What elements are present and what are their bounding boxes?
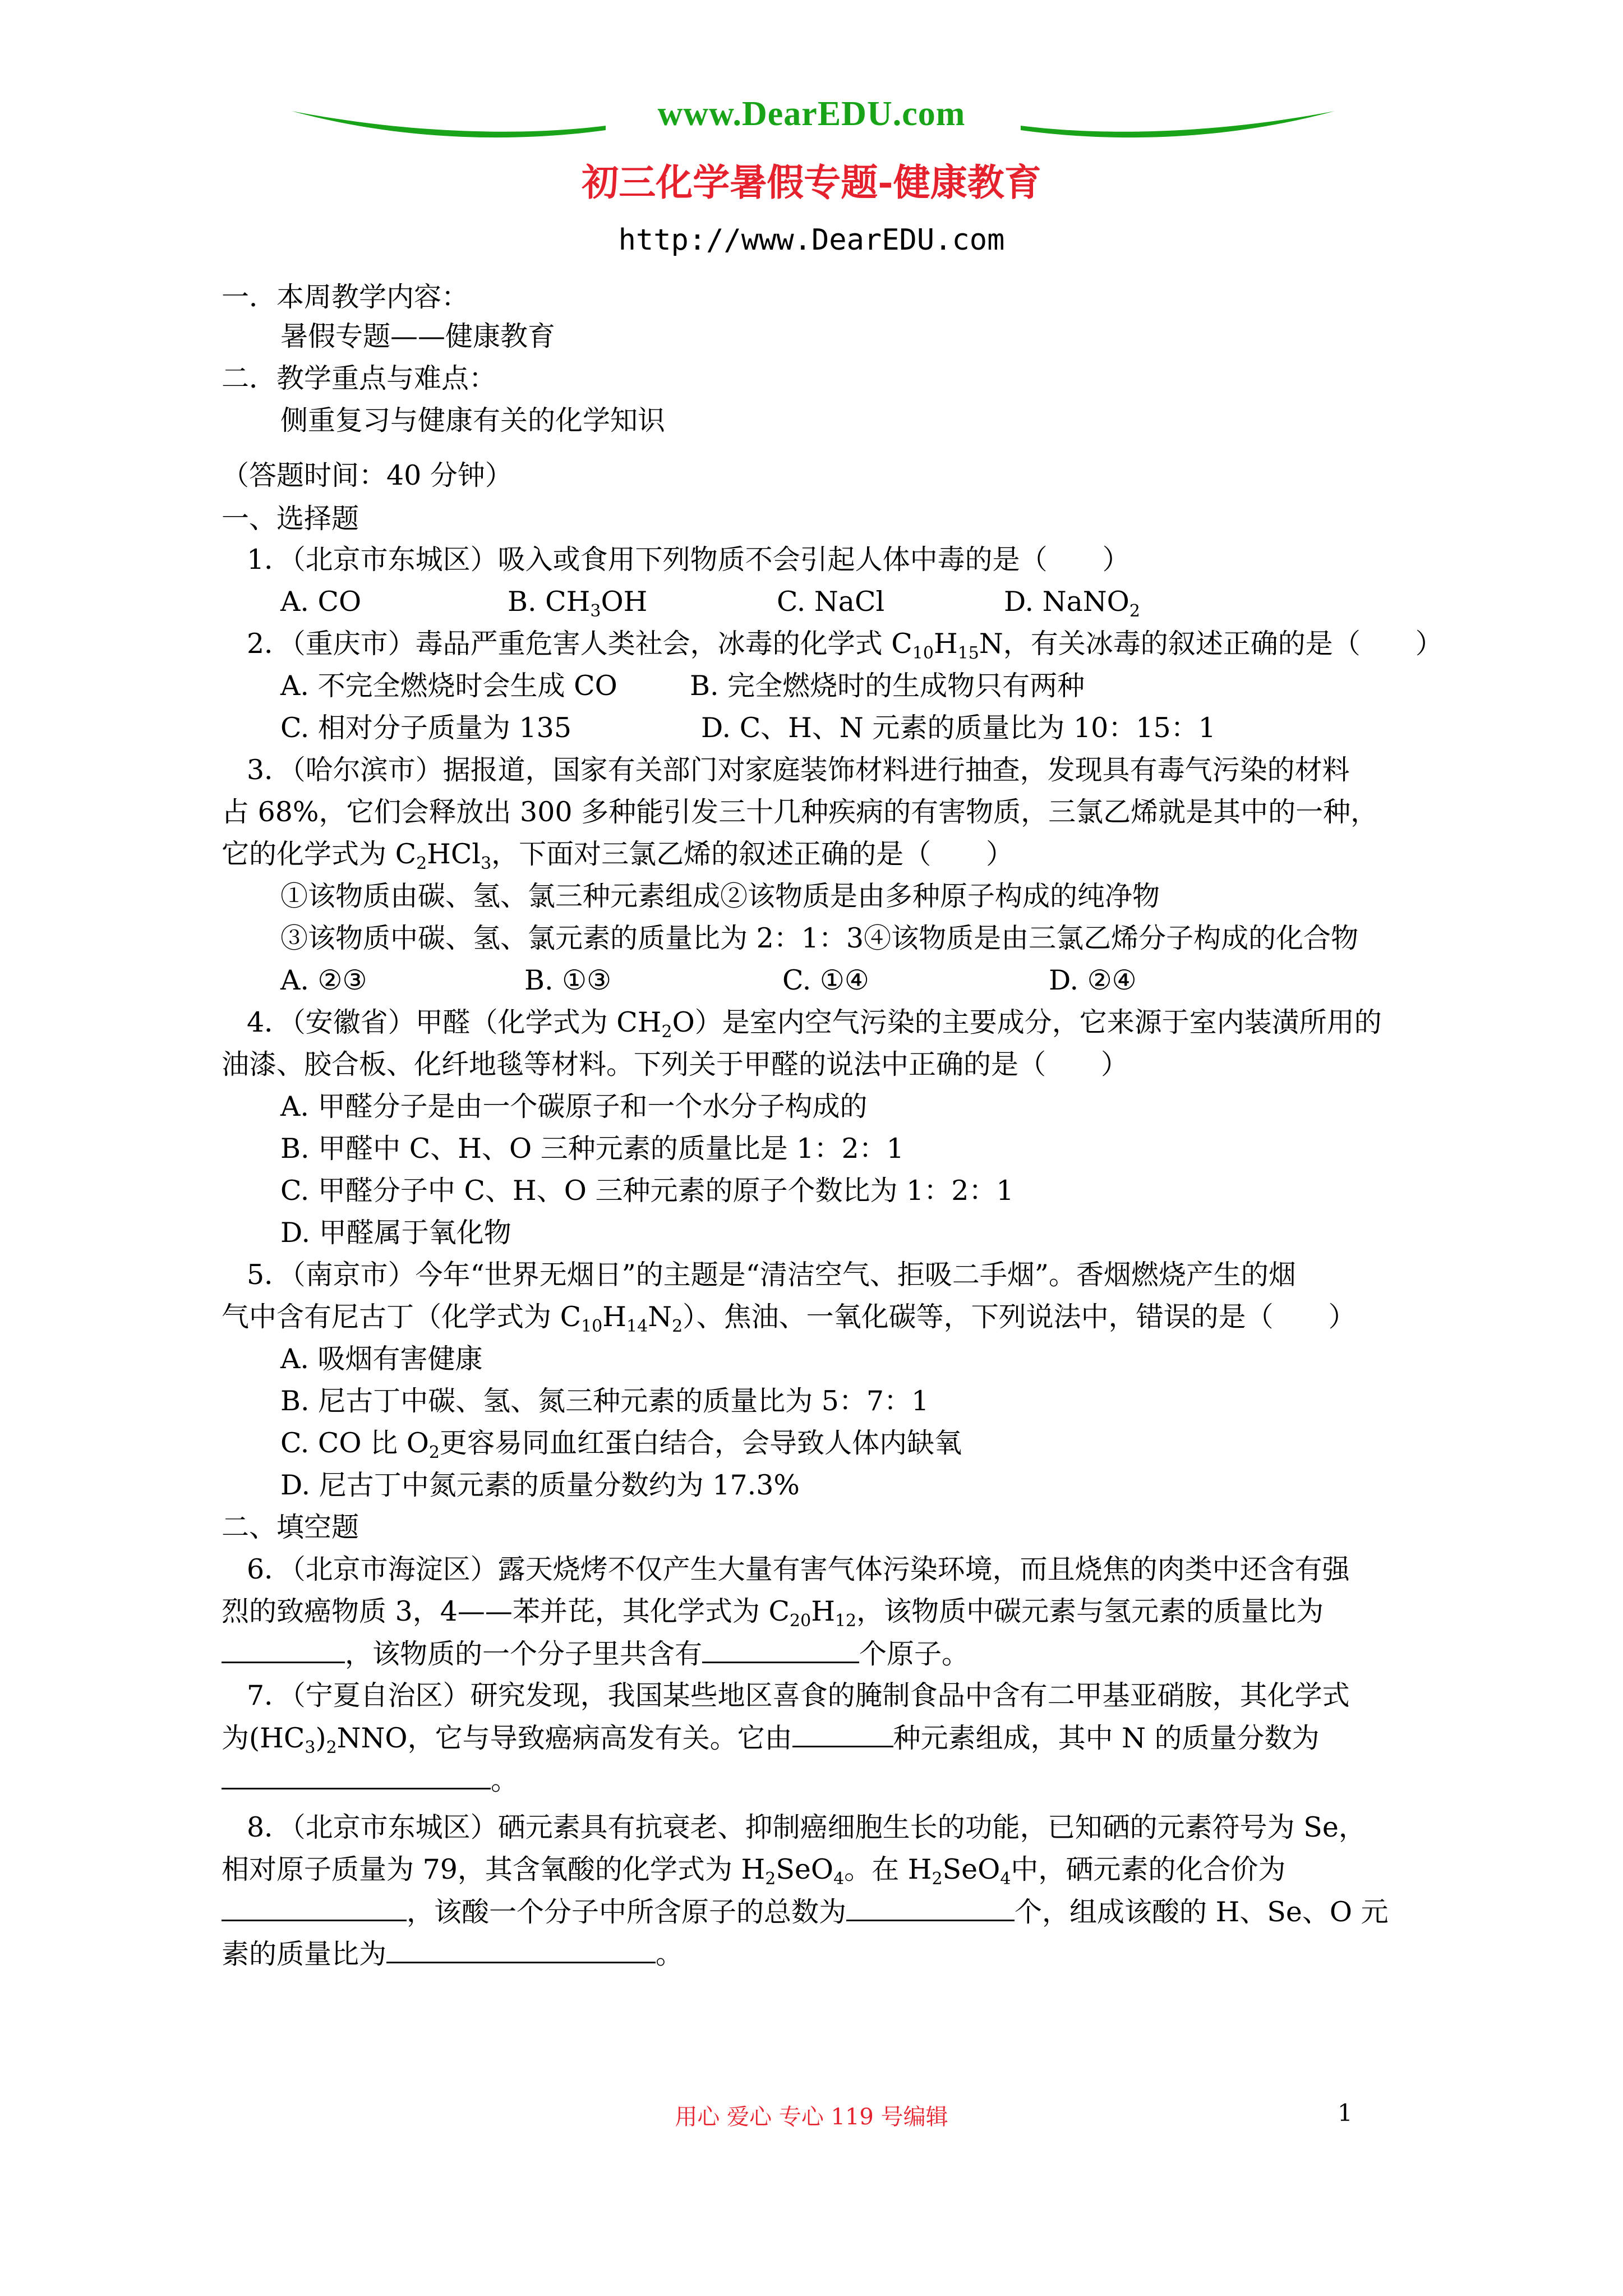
question-2-option-a: A. 不完全燃烧时会生成 CO [280,670,617,702]
question-2-option-d: D. C、H、N 元素的质量比为 10：15：1 [701,712,1216,744]
answer-blank[interactable] [846,1895,1015,1921]
question-5-option-a: A. 吸烟有害健康 [280,1343,483,1375]
question-2-option-b: B. 完全燃烧时的生成物只有两种 [690,670,1085,702]
question-3-option-b: B. ①③ [524,964,612,996]
page-title: 初三化学暑假专题-健康教育 [582,160,1041,204]
question-4-option-d: D. 甲醛属于氧化物 [280,1217,511,1249]
answer-blank[interactable] [222,1763,491,1789]
question-6-stem-line-3: ，该物质的一个分子里共含有 个原子。 [222,1637,969,1671]
question-4-stem-line-1: 4．（安徽省）甲醛（化学式为 $CH_2O$）是室内空气污染的主要成分，它来源于室内装潢所用的 [247,1006,1382,1042]
question-2-stem: 2．（重庆市）毒品严重危害人类社会，冰毒的化学式 $C_{10}H_{15}N$，有关冰毒的叙述正确的是（ ） [247,628,1443,663]
footer-note: 用心 爱心 专心 119 号编辑 [675,2104,948,2130]
question-8-stem-line-4: 素的质量比为 。 [222,1938,684,1970]
question-5-option-d: D. 尼古丁中氮元素的质量分数约为 17.3% [280,1469,800,1501]
question-3-stem-line-1: 3．（哈尔滨市）据报道，国家有关部门对家庭装饰材料进行抽查，发现具有毒气污染的材料 [247,754,1350,786]
question-1-option-c: C. NaCl [777,586,885,618]
answer-blank[interactable] [702,1637,859,1663]
answer-blank[interactable] [222,1895,407,1921]
question-2-option-c: C. 相对分子质量为 135 [280,712,571,744]
question-8-stem-line-1: 8．（北京市东城区）硒元素具有抗衰老、抑制癌细胞生长的功能，已知硒的元素符号为 Se， [247,1811,1366,1843]
question-3-option-c: C. ①④ [782,964,869,996]
question-5-option-b: B. 尼古丁中碳、氢、氮三种元素的质量比为 5：7：1 [280,1385,929,1417]
question-6-stem-line-1: 6．（北京市海淀区）露天烧烤不仅产生大量有害气体污染环境，而且烧焦的肉类中还含有强 [247,1553,1350,1585]
question-3-statements-2: ③该物质中碳、氢、氯元素的质量比为 2：1：3④该物质是由三氯乙烯分子构成的化合物 [280,922,1359,954]
answer-blank[interactable] [222,1637,345,1663]
question-5-option-c: C. CO 比 $O_2$更容易同血红蛋白结合，会导致人体内缺氧 [280,1427,962,1462]
question-4-option-c: C. 甲醛分子中 C、H、O 三种元素的原子个数比为 1：2：1 [280,1175,1014,1207]
question-4-option-a: A. 甲醛分子是由一个碳原子和一个水分子构成的 [280,1091,868,1122]
question-3-stem-line-2: 占 68%，它们会释放出 300 多种能引发三十几种疾病的有害物质，三氯乙烯就是其中的一种， [222,796,1378,828]
question-7-stem-line-3: 。 [222,1763,518,1797]
question-4-option-b: B. 甲醛中 C、H、O 三种元素的质量比是 1：2：1 [280,1133,904,1165]
question-3-stem-line-3: 它的化学式为 $C_2HCl_3$，下面对三氯乙烯的叙述正确的是（ ） [222,838,1014,873]
site-banner: www.DearEDU.com [657,95,966,133]
question-1-option-d: D. NaNO$_2$ [1004,586,1140,621]
section-body-content: 暑假专题——健康教育 [280,320,556,352]
section-heading-content: 一．本周教学内容： [222,281,469,313]
site-url: http://www.DearEDU.com [618,223,1005,257]
question-8-stem-line-3: ，该酸一个分子中所含原子的总数为 个，组成该酸的 H、Se、O 元 [222,1895,1389,1929]
question-3-statements-1: ①该物质由碳、氢、氯三种元素组成②该物质是由多种原子构成的纯净物 [280,880,1160,912]
question-5-stem-line-1: 5．（南京市）今年“世界无烟日”的主题是“清洁空气、拒吸二手烟”。香烟燃烧产生的烟 [247,1259,1296,1291]
question-3-option-d: D. ②④ [1049,964,1137,996]
page-number: 1 [1338,2099,1353,2127]
time-note: （答题时间：40 分钟） [222,459,513,491]
question-3-option-a: A. ②③ [280,964,367,996]
question-1-option-a: A. CO [280,586,362,618]
question-4-stem-line-2: 油漆、胶合板、化纤地毯等材料。下列关于甲醛的说法中正确的是（ ） [222,1048,1129,1080]
part-heading-fill: 二、填空题 [222,1511,359,1543]
section-body-focus: 侧重复习与健康有关的化学知识 [280,404,666,436]
answer-blank[interactable] [792,1721,893,1747]
section-heading-focus: 二．教学重点与难点： [222,362,497,394]
question-5-stem-line-2: 气中含有尼古丁（化学式为 $C_{10}H_{14}N_2$）、焦油、一氧化碳等，下列说法中，错误的是（ ） [222,1301,1356,1336]
question-7-stem-line-1: 7．（宁夏自治区）研究发现，我国某些地区喜食的腌制食品中含有二甲基亚硝胺，其化学式 [247,1680,1350,1711]
question-6-stem-line-2: 烈的致癌物质 3，4——苯并芘，其化学式为 $C_{20}H_{12}$，该物质中碳元素与氢元素的质量比为 [222,1595,1324,1631]
question-1-stem: 1．（北京市东城区）吸入或食用下列物质不会引起人体中毒的是（ ） [247,544,1130,576]
question-8-stem-line-2: 相对原子质量为 79，其含氧酸的化学式为 $H_2SeO_4$。在 $H_2SeO_4$中，硒元素的化合价为 [222,1853,1286,1889]
question-1-option-b: B. $CH_3OH$ [508,586,648,621]
question-7-stem-line-2: 为$(HC_3)_2NNO$，它与导致癌病高发有关。它由 种元素组成，其中 N 的质量分数为 [222,1722,1320,1757]
part-heading-choice: 一、选择题 [222,503,359,535]
answer-blank[interactable] [386,1937,656,1963]
